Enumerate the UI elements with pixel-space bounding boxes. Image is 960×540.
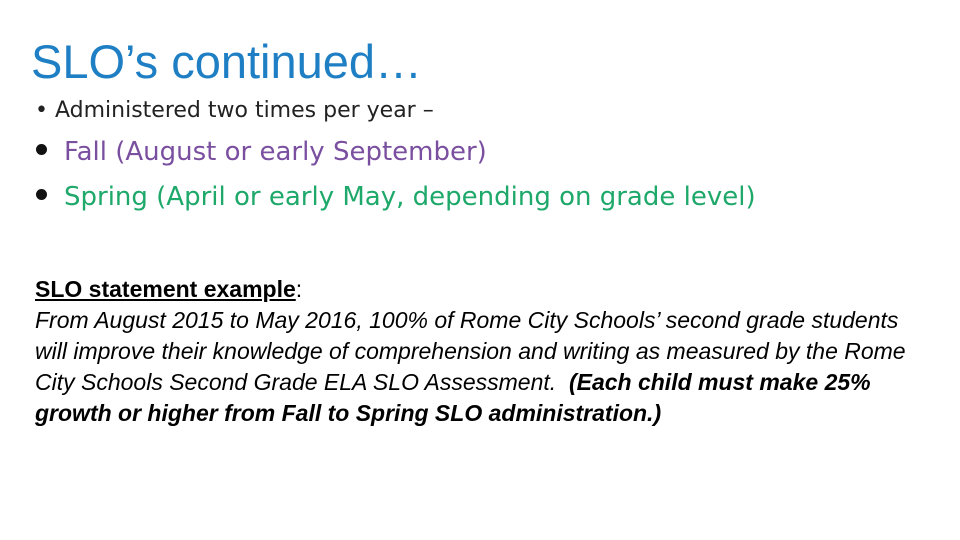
- bullet-dot-icon: [36, 144, 47, 155]
- sub-bullet-fall-text: Fall (August or early September): [64, 137, 487, 167]
- example-emphasis: (Each child must make 25% growth or higher from Fall to Spring SLO administration.): [35, 369, 871, 426]
- sub-bullet-fall: [36, 134, 487, 170]
- slo-statement-example: [35, 274, 935, 429]
- slide-title: SLO’s continued…: [31, 35, 423, 88]
- sub-bullet-spring: [36, 179, 756, 215]
- example-body: [35, 305, 935, 429]
- example-colon: :: [295, 276, 303, 302]
- bullet-administered: • Administered two times per year –: [35, 98, 434, 123]
- bullet-dot-icon: [36, 189, 47, 200]
- example-label: SLO statement example: [35, 276, 296, 302]
- example-body-text: From August 2015 to May 2016, 100% of Rome City Schools’ second grade students will improve their knowledge of comprehension and writing as measured by the Rome City Schools Second Grade ELA SLO Assessment.: [35, 307, 906, 395]
- sub-bullet-spring-text: Spring (April or early May, depending on grade level): [64, 182, 756, 212]
